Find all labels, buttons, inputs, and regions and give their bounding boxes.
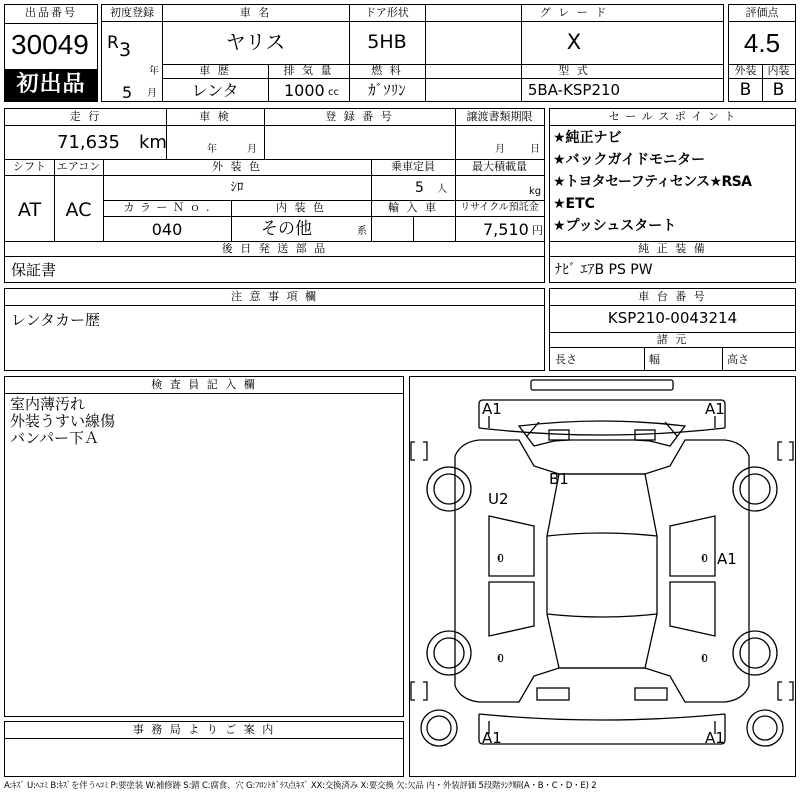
ext-score-value: B (739, 80, 752, 100)
mark-a1-bottom-left: A1 (482, 729, 502, 747)
transfer-label: 譲渡書類期限 (466, 110, 533, 123)
car-name-value: ヤリス (225, 30, 286, 54)
inspection-month-unit: 月 (247, 144, 257, 155)
specs-length: 長さ (555, 353, 577, 366)
int-color-value: その他 (261, 219, 312, 239)
caution-label: 注 意 事 項 欄 (231, 290, 318, 303)
caution-value: レンタカー歴 (11, 311, 101, 329)
fuel-value: ｶﾞｿﾘﾝ (368, 81, 406, 99)
chassis-value: KSP210-0043214 (607, 309, 738, 327)
sales-point-4: ★ETC (553, 196, 595, 212)
sales-point-2: ★バックガイドモニター (553, 152, 706, 168)
legend-text: A:ｷｽﾞ U:ﾍｺﾐ B:ｷｽﾞを伴うﾍｺﾐ P:要塗装 W:補修跡 S:錆 C:腐食、穴 G:ﾌﾛﾝﾄｶﾞﾗｽ点ｷｽﾞ XX:交換済み X:要交換 欠:欠品 内・外装評価 5段階ﾗﾝｸ順(A・B・C・D・E) 2 (4, 781, 597, 791)
int-score-value: B (772, 80, 785, 100)
svg-text:0: 0 (701, 652, 708, 665)
model-code-label: 型 式 (558, 64, 590, 77)
specs-width: 幅 (649, 353, 660, 366)
caution-box (4, 288, 545, 371)
lot-number: 30049 (11, 29, 89, 60)
mark-b1: B1 (549, 470, 569, 488)
int-color-unit: 系 (357, 226, 367, 237)
model-code-value: 5BA-KSP210 (527, 81, 621, 99)
capacity-label: 乗車定員 (391, 160, 435, 173)
shift-label: シフト (13, 160, 46, 173)
history-label: 車 歴 (199, 64, 231, 77)
displacement-label: 排 気 量 (283, 64, 334, 77)
inspector-note-2: 外装うすい線傷 (10, 412, 116, 430)
score-value: 4.5 (743, 28, 781, 58)
reg-no-label: 登 録 番 号 (325, 110, 394, 123)
first-reg-year: 3 (119, 39, 132, 61)
history-value: レンタ (191, 81, 239, 100)
int-score-label: 内装 (767, 64, 790, 77)
door-value: 5HB (367, 31, 407, 53)
recycle-unit: 円 (532, 224, 543, 237)
office-label: 事 務 局 よ り ご 案 内 (132, 723, 276, 736)
sales-points-label: セ ー ル ス ポ イ ン ト (608, 110, 737, 123)
score-box (728, 4, 796, 102)
color-no-value: 040 (151, 220, 183, 239)
grade-label: グ レ ー ド (539, 6, 609, 19)
shift-value: AT (17, 199, 42, 221)
fuel-label: 燃 料 (371, 64, 403, 77)
sales-point-1: ★純正ナビ (553, 130, 622, 146)
inspector-note-1: 室内薄汚れ (10, 395, 86, 413)
import-label: 輸 入 車 (388, 201, 438, 214)
ac-value: AC (65, 199, 92, 221)
first-reg-month-unit: 月 (147, 88, 157, 99)
displacement-value: 1000 (284, 81, 325, 100)
svg-text:0: 0 (701, 552, 708, 565)
lot-box (4, 4, 98, 102)
capacity-value: 5 (415, 180, 424, 196)
specs-height: 高さ (727, 353, 749, 366)
svg-text:0: 0 (497, 652, 504, 665)
first-listing-badge-text: 初出品 (16, 72, 86, 97)
sales-point-5: ★プッシュスタート (553, 218, 677, 234)
mark-a1-right-door: A1 (717, 550, 737, 568)
color-no-label: カ ラ ー Ｎ ｏ . (123, 201, 211, 214)
genuine-label: 純 正 装 備 (638, 242, 707, 255)
car-diagram (409, 376, 796, 777)
ac-label: エアコン (56, 160, 101, 173)
specs-label: 諸 元 (656, 333, 689, 346)
detail-box (4, 108, 545, 283)
first-reg-label: 初度登録 (110, 6, 154, 19)
svg-text:0: 0 (497, 552, 504, 565)
displacement-unit: cc (328, 87, 339, 98)
later-parts-value: 保証書 (11, 261, 57, 279)
mark-a1-top-left: A1 (482, 400, 502, 418)
capacity-unit: 人 (437, 184, 447, 195)
mark-u2: U2 (488, 490, 509, 508)
mark-a1-bottom-right: A1 (705, 729, 725, 747)
inspector-label: 検 査 員 記 入 欄 (151, 378, 257, 391)
first-reg-month: 5 (122, 83, 133, 102)
chassis-label: 車 台 番 号 (638, 290, 707, 303)
door-label: ドア形状 (365, 6, 409, 19)
lot-label: 出品番号 (25, 6, 77, 19)
inspection-year-unit: 年 (207, 144, 217, 155)
ext-score-label: 外装 (734, 64, 757, 77)
inspector-note-3: バンパー下Ａ (10, 429, 99, 447)
inspection-label: 車 検 (199, 110, 231, 123)
mark-a1-top-right: A1 (705, 400, 725, 418)
office-box (4, 721, 404, 777)
first-reg-year-unit: 年 (149, 66, 159, 77)
ext-color-value: ｼﾛ (230, 180, 244, 195)
mileage-label: 走 行 (69, 110, 102, 123)
sales-point-3: ★トヨタセーフティセンス★RSA (553, 174, 752, 190)
genuine-value: ﾅﾋﾞ ｴｱB PS PW (555, 262, 653, 278)
main-info-box (101, 4, 724, 102)
mileage-unit: km (139, 132, 167, 153)
max-load-unit: kg (529, 186, 542, 197)
transfer-month-unit: 月 (495, 144, 505, 155)
later-parts-label: 後 日 発 送 部 品 (221, 242, 328, 255)
max-load-label: 最大積載量 (472, 160, 527, 173)
transfer-day-unit: 日 (530, 144, 540, 155)
score-label: 評価点 (745, 6, 779, 19)
grade-value: X (566, 30, 582, 54)
mileage-value: 71,635 (57, 132, 120, 153)
chassis-box (549, 288, 796, 371)
ext-color-label: 外 装 色 (212, 160, 262, 173)
int-color-label: 内 装 色 (276, 201, 326, 214)
recycle-value: 7,510 (483, 220, 529, 239)
recycle-label: リサイクル預託金 (460, 202, 539, 213)
car-name-label: 車 名 (239, 6, 272, 19)
first-reg-era: R (107, 33, 119, 53)
